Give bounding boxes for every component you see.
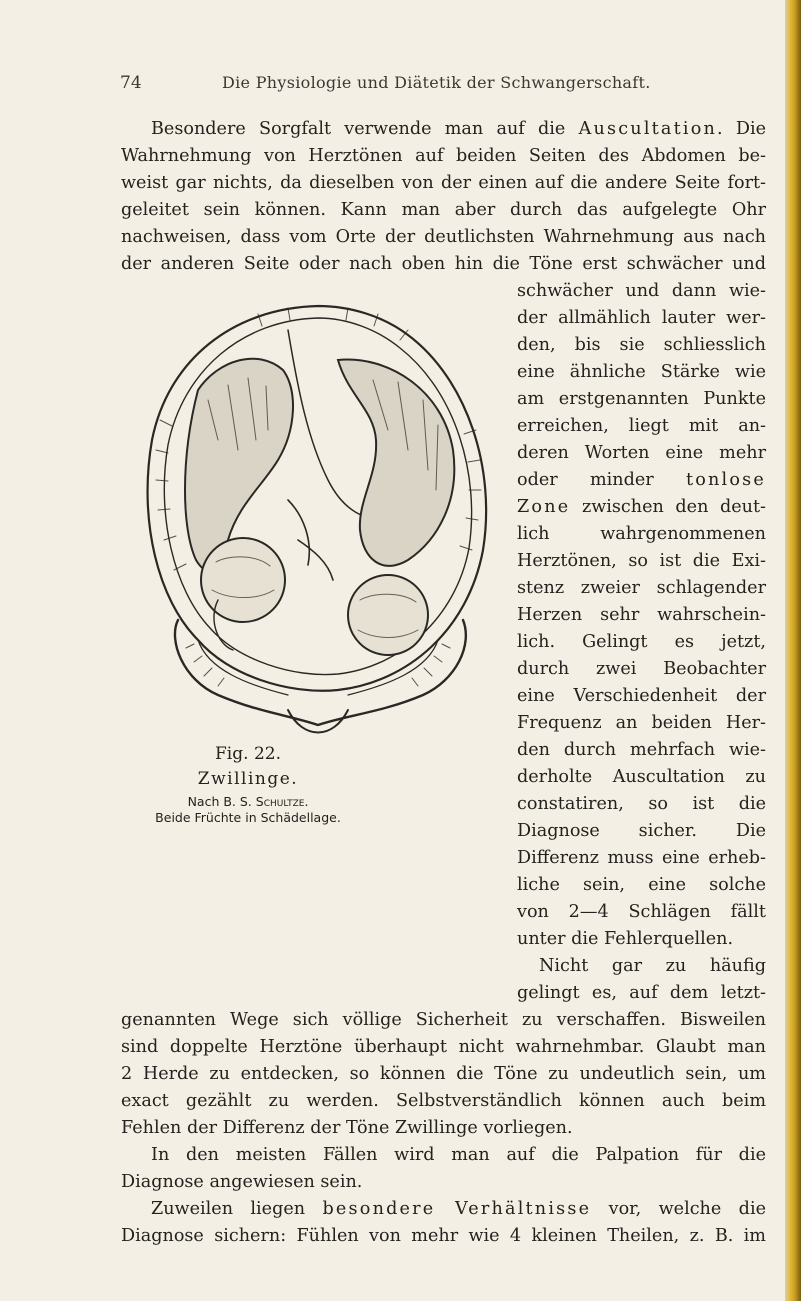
text-line: Zone zwischen den deut- — [517, 497, 766, 517]
text-line: geleitet sein können. Kann man aber durch das aufgelegte Ohr — [121, 200, 766, 220]
page-number: 74 — [120, 73, 142, 93]
text-line: lich. Gelingt es jetzt, — [517, 632, 766, 652]
text-line: weist gar nichts, da dieselben von der einen auf die andere Seite fort- — [121, 173, 766, 193]
text-line: Zuweilen liegen besondere Verhältnisse vor, welche die — [151, 1199, 766, 1219]
text-line: durch zwei Beobachter — [517, 659, 766, 679]
text-line: Frequenz an beiden Her- — [517, 713, 766, 733]
text-line: Nicht gar zu häufig — [539, 956, 766, 976]
text-line: genannten Wege sich völlige Sicherheit zu verschaffen. Bisweilen — [121, 1010, 766, 1030]
text-line: den durch mehrfach wie- — [517, 740, 766, 760]
text-line: erreichen, liegt mit an- — [517, 416, 766, 436]
text-line: der allmählich lauter wer- — [517, 308, 766, 328]
spaced-term: Zone — [517, 497, 571, 517]
text-line: den, bis sie schliesslich — [517, 335, 766, 355]
page-edge-binding — [785, 0, 801, 1301]
figure-source: Nach B. S. Schultze. — [187, 794, 309, 809]
text-line: von 2—4 Schlägen fällt — [517, 902, 766, 922]
text-line: oder minder tonlose — [517, 470, 766, 490]
text-line: In den meisten Fällen wird man auf die Palpation für die — [151, 1145, 766, 1165]
text-line: liche sein, eine solche — [517, 875, 766, 895]
text-line: Herzen sehr wahrschein- — [517, 605, 766, 625]
text-line: der anderen Seite oder nach oben hin die Töne erst schwächer und — [121, 254, 766, 274]
text-line: Diagnose sicher. Die — [517, 821, 766, 841]
figure-source-author: Schultze. — [255, 794, 309, 809]
figure-description: Beide Früchte in Schädellage. — [155, 810, 341, 825]
text-line: constatiren, so ist die — [517, 794, 766, 814]
fetus-right-head — [348, 575, 428, 655]
running-title: Die Physiologie und Diätetik der Schwangerschaft. — [222, 73, 651, 92]
text-line: Differenz muss eine erheb- — [517, 848, 766, 868]
figure-label: Fig. 22. — [215, 744, 281, 764]
text-line: exact gezählt zu werden. Selbstverständlich können auch beim — [121, 1091, 766, 1111]
text-line: eine Verschiedenheit der — [517, 686, 766, 706]
text-line: am erstgenannten Punkte — [517, 389, 766, 409]
text-line: nachweisen, dass vom Orte der deutlichsten Wahrnehmung aus nach — [121, 227, 766, 247]
text-line: Besondere Sorgfalt verwende man auf die Auscultation. Die — [151, 119, 766, 139]
twins-illustration — [138, 300, 498, 745]
spaced-term: besondere Verhältnisse — [322, 1199, 592, 1219]
text-line: Herztönen, so ist die Exi- — [517, 551, 766, 571]
text-line: eine ähnliche Stärke wie — [517, 362, 766, 382]
fetus-left-head — [201, 538, 285, 622]
text-line: deren Worten eine mehr — [517, 443, 766, 463]
text-line: stenz zweier schlagender — [517, 578, 766, 598]
text-line: unter die Fehlerquellen. — [517, 929, 734, 949]
text-line: Wahrnehmung von Herztönen auf beiden Seiten des Abdomen be- — [121, 146, 766, 166]
text-line: sind doppelte Herztöne überhaupt nicht wahrnehmbar. Glaubt man — [121, 1037, 766, 1057]
text-line: Diagnose sichern: Fühlen von mehr wie 4 kleinen Theilen, z. B. im — [121, 1226, 766, 1246]
text-line: Diagnose angewiesen sein. — [121, 1172, 363, 1192]
text-line: Fehlen der Differenz der Töne Zwillinge vorliegen. — [121, 1118, 573, 1138]
spaced-term: Auscultation — [578, 119, 718, 139]
spaced-term: tonlose — [685, 470, 766, 490]
text-line: 2 Herde zu entdecken, so können die Töne zu undeutlich sein, um — [121, 1064, 766, 1084]
text-line: lich wahrgenommenen — [517, 524, 766, 544]
text-line: derholte Auscultation zu — [517, 767, 766, 787]
text-line: gelingt es, auf dem letzt- — [517, 983, 766, 1003]
text-line: schwächer und dann wie- — [517, 281, 766, 301]
figure-title: Zwillinge. — [197, 769, 299, 789]
